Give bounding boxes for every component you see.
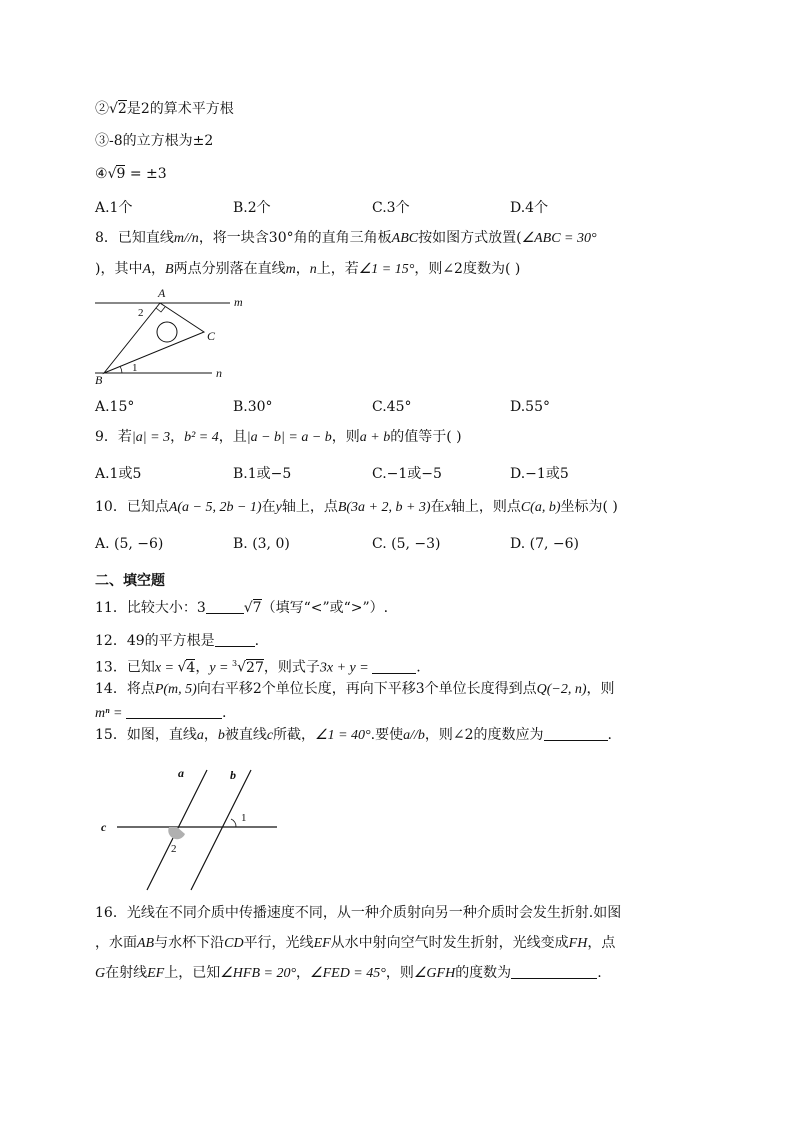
statement-2 xyxy=(95,100,234,118)
math: EF xyxy=(313,936,331,951)
math: Q(−2, n) xyxy=(536,682,587,697)
math: G xyxy=(95,966,106,981)
label-m: m xyxy=(234,295,243,309)
triangle-hole xyxy=(157,322,177,342)
text: ， xyxy=(195,659,210,676)
q8-line-1 xyxy=(95,229,597,248)
radicand: 2 xyxy=(117,101,127,117)
text: 所截， xyxy=(273,727,316,743)
text: 轴上，则点 xyxy=(450,499,521,515)
text: . xyxy=(607,727,612,743)
math: c xyxy=(266,728,274,743)
text: 9．若 xyxy=(95,429,132,445)
text: 向右平移2个单位长度，再向下平移3个单位长度得到点 xyxy=(196,681,537,697)
math: C(a, b) xyxy=(520,500,561,515)
radicand: 7 xyxy=(252,600,262,616)
text: 上，若 xyxy=(316,261,359,277)
math: x = xyxy=(154,660,178,676)
math: CD xyxy=(224,936,244,951)
q8-option-a[interactable]: A.15° xyxy=(95,399,135,415)
text: 8．已知直线 xyxy=(95,230,174,246)
angle-1-arc xyxy=(231,819,236,827)
q14-line-2 xyxy=(95,704,226,723)
answer-blank[interactable] xyxy=(544,726,608,741)
q15-figure xyxy=(95,760,285,895)
q8-option-d[interactable]: D.55° xyxy=(510,399,550,415)
text: 12．49的平方根是 xyxy=(95,633,215,649)
math: ∠1 = 15° xyxy=(358,262,415,277)
math: AB xyxy=(137,936,155,951)
sqrt-icon: √ xyxy=(243,600,253,616)
label-A: A xyxy=(158,286,166,300)
math: 3x + y = xyxy=(319,660,373,676)
math: EF xyxy=(147,966,165,981)
math: A(a − 5, 2b − 1) xyxy=(168,500,262,515)
line-b xyxy=(191,770,251,890)
text: .要使 xyxy=(370,727,404,743)
text: . xyxy=(416,659,421,676)
q16-line-3 xyxy=(95,964,602,983)
math: ∠HFB = 20° xyxy=(220,966,297,981)
math: b² = 4 xyxy=(184,430,219,445)
text: ， xyxy=(170,429,185,445)
q7-option-b[interactable]: B.2个 xyxy=(233,200,271,216)
text: ， xyxy=(203,727,218,743)
text: ， xyxy=(151,261,166,277)
text: 在 xyxy=(261,499,276,515)
math: ABC xyxy=(391,231,419,246)
q8-figure xyxy=(90,285,260,390)
text: ，将一块含30°角的直角三角板 xyxy=(198,230,392,246)
text: )，其中 xyxy=(95,261,143,277)
q10-stem xyxy=(95,498,618,517)
sqrt-icon: √ xyxy=(107,166,117,182)
math: FH xyxy=(568,936,588,951)
sqrt-icon: √ xyxy=(109,101,118,117)
triangle-abc xyxy=(104,303,204,373)
root-index: 3 xyxy=(232,659,238,668)
text: ，则式子 xyxy=(263,659,320,676)
sqrt-icon: √ xyxy=(177,659,187,676)
text: . xyxy=(254,633,260,649)
text: ，且 xyxy=(218,429,247,445)
text: 在 xyxy=(430,499,445,515)
text: ，则 xyxy=(331,429,360,445)
answer-blank[interactable] xyxy=(215,632,255,647)
math: P(m, 5) xyxy=(154,682,197,697)
q9-option-c[interactable]: C.−1或−5 xyxy=(372,466,442,482)
text: 13．已知 xyxy=(95,659,155,676)
text: 按如图方式放置( xyxy=(418,230,522,246)
text: （填写“<”或“>”）. xyxy=(261,600,389,616)
q16-line-1: 16．光线在不同介质中传播速度不同，从一种介质射向另一种介质时会发生折射.如图 xyxy=(95,905,622,921)
angle-2-marker xyxy=(168,827,185,839)
radicand: 4 xyxy=(186,659,196,676)
q9-option-b[interactable]: B.1或−5 xyxy=(233,466,292,482)
text: ，水面 xyxy=(95,935,137,951)
math: b xyxy=(217,728,225,743)
math: a + b xyxy=(359,430,391,445)
q8-line-2 xyxy=(95,260,520,279)
text: 上，已知 xyxy=(164,965,221,981)
label-C: C xyxy=(207,329,216,343)
text: ，则∠2度数为( ) xyxy=(414,261,521,277)
q9-stem xyxy=(95,428,462,447)
q7-option-c[interactable]: C.3个 xyxy=(372,200,410,216)
math: n xyxy=(309,262,317,277)
text: . xyxy=(597,965,602,981)
label-n: n xyxy=(216,366,222,380)
section-title: 二、填空题 xyxy=(95,573,165,589)
text: . xyxy=(221,705,227,721)
math: ∠FED = 45° xyxy=(310,966,386,981)
label-B: B xyxy=(95,373,103,387)
q16-line-2 xyxy=(95,934,615,953)
label-angle-1: 1 xyxy=(132,362,138,374)
radicand: 27 xyxy=(246,659,264,676)
label-c: c xyxy=(101,820,107,834)
statement-4-tail: = ±3 xyxy=(125,166,167,182)
math: ∠1 = 40° xyxy=(315,728,371,743)
angle-1-arc xyxy=(120,366,122,373)
statement-2-text: 是2的算术平方根 xyxy=(126,101,234,117)
q12 xyxy=(95,632,259,650)
math: |a − b| = a − b xyxy=(246,430,332,445)
math: y = xyxy=(209,660,233,676)
q9-option-d[interactable]: D.−1或5 xyxy=(510,466,569,482)
text: 在射线 xyxy=(105,965,148,981)
statement-2-mark: ② xyxy=(95,101,109,117)
text: 的度数为 xyxy=(455,965,512,981)
answer-blank[interactable] xyxy=(372,659,416,674)
statement-3: ③-8的立方根为±2 xyxy=(95,133,214,149)
text: 与水杯下沿 xyxy=(154,935,225,951)
label-angle-1: 1 xyxy=(241,812,247,824)
text: ，则∠2的度数应为 xyxy=(424,727,544,743)
answer-blank[interactable] xyxy=(126,704,222,719)
text: 11．比较大小：3 xyxy=(95,600,206,616)
sqrt-icon: √ xyxy=(237,659,247,676)
math: a xyxy=(196,728,204,743)
text: ，点 xyxy=(587,935,616,951)
math: |a| = 3 xyxy=(131,430,171,445)
math: y xyxy=(275,500,282,515)
math: a//b xyxy=(403,728,425,743)
math: x xyxy=(444,500,451,515)
text: 两点分别落在直线 xyxy=(173,261,286,277)
math: B(3a + 2, b + 3) xyxy=(337,500,431,515)
label-angle-2: 2 xyxy=(138,307,144,319)
q11 xyxy=(95,599,388,617)
label-angle-2: 2 xyxy=(171,843,177,855)
q10-option-c[interactable]: C. (5, −3) xyxy=(372,536,441,552)
text: 平行，光线 xyxy=(243,935,314,951)
text: 轴上，点 xyxy=(281,499,338,515)
q10-option-a[interactable]: A. (5, −6) xyxy=(95,536,164,552)
q13 xyxy=(95,655,421,678)
math: ∠GFH xyxy=(413,966,456,981)
text: ，则 xyxy=(586,681,615,697)
text: 从水中射向空气时发生折射，光线变成 xyxy=(330,935,569,951)
statement-4-mark: ④ xyxy=(95,166,108,182)
q9-option-a[interactable]: A.1或5 xyxy=(95,466,142,482)
radicand: 9 xyxy=(116,166,126,182)
text: ， xyxy=(296,965,311,981)
right-angle-mark xyxy=(156,307,165,312)
math: ∠ABC = 30° xyxy=(521,231,597,246)
q7-option-a[interactable]: A.1个 xyxy=(95,200,133,216)
statement-4 xyxy=(95,165,167,183)
q14-line-1 xyxy=(95,680,615,699)
q10-option-b[interactable]: B. (3, 0) xyxy=(233,536,290,552)
q7-option-d[interactable]: D.4个 xyxy=(510,200,549,216)
math: mⁿ = xyxy=(95,706,126,721)
label-a: a xyxy=(178,766,184,780)
text: 10．已知点 xyxy=(95,499,169,515)
math: m xyxy=(285,262,296,277)
math: B xyxy=(165,262,174,277)
text: 被直线 xyxy=(224,727,267,743)
text: 15．如图，直线 xyxy=(95,727,197,743)
text: 14．将点 xyxy=(95,681,155,697)
answer-blank[interactable] xyxy=(511,964,597,979)
q15 xyxy=(95,726,612,745)
math: A xyxy=(142,262,152,277)
text: ， xyxy=(295,261,310,277)
text: 坐标为( ) xyxy=(560,499,618,515)
q8-option-b[interactable]: B.30° xyxy=(233,399,273,415)
text: 的值等于( ) xyxy=(390,429,462,445)
math: m//n xyxy=(173,231,199,246)
text: ，则 xyxy=(385,965,414,981)
answer-blank[interactable] xyxy=(206,599,244,614)
label-b: b xyxy=(230,768,236,782)
q8-option-c[interactable]: C.45° xyxy=(372,399,412,415)
q10-option-d[interactable]: D. (7, −6) xyxy=(510,536,579,552)
